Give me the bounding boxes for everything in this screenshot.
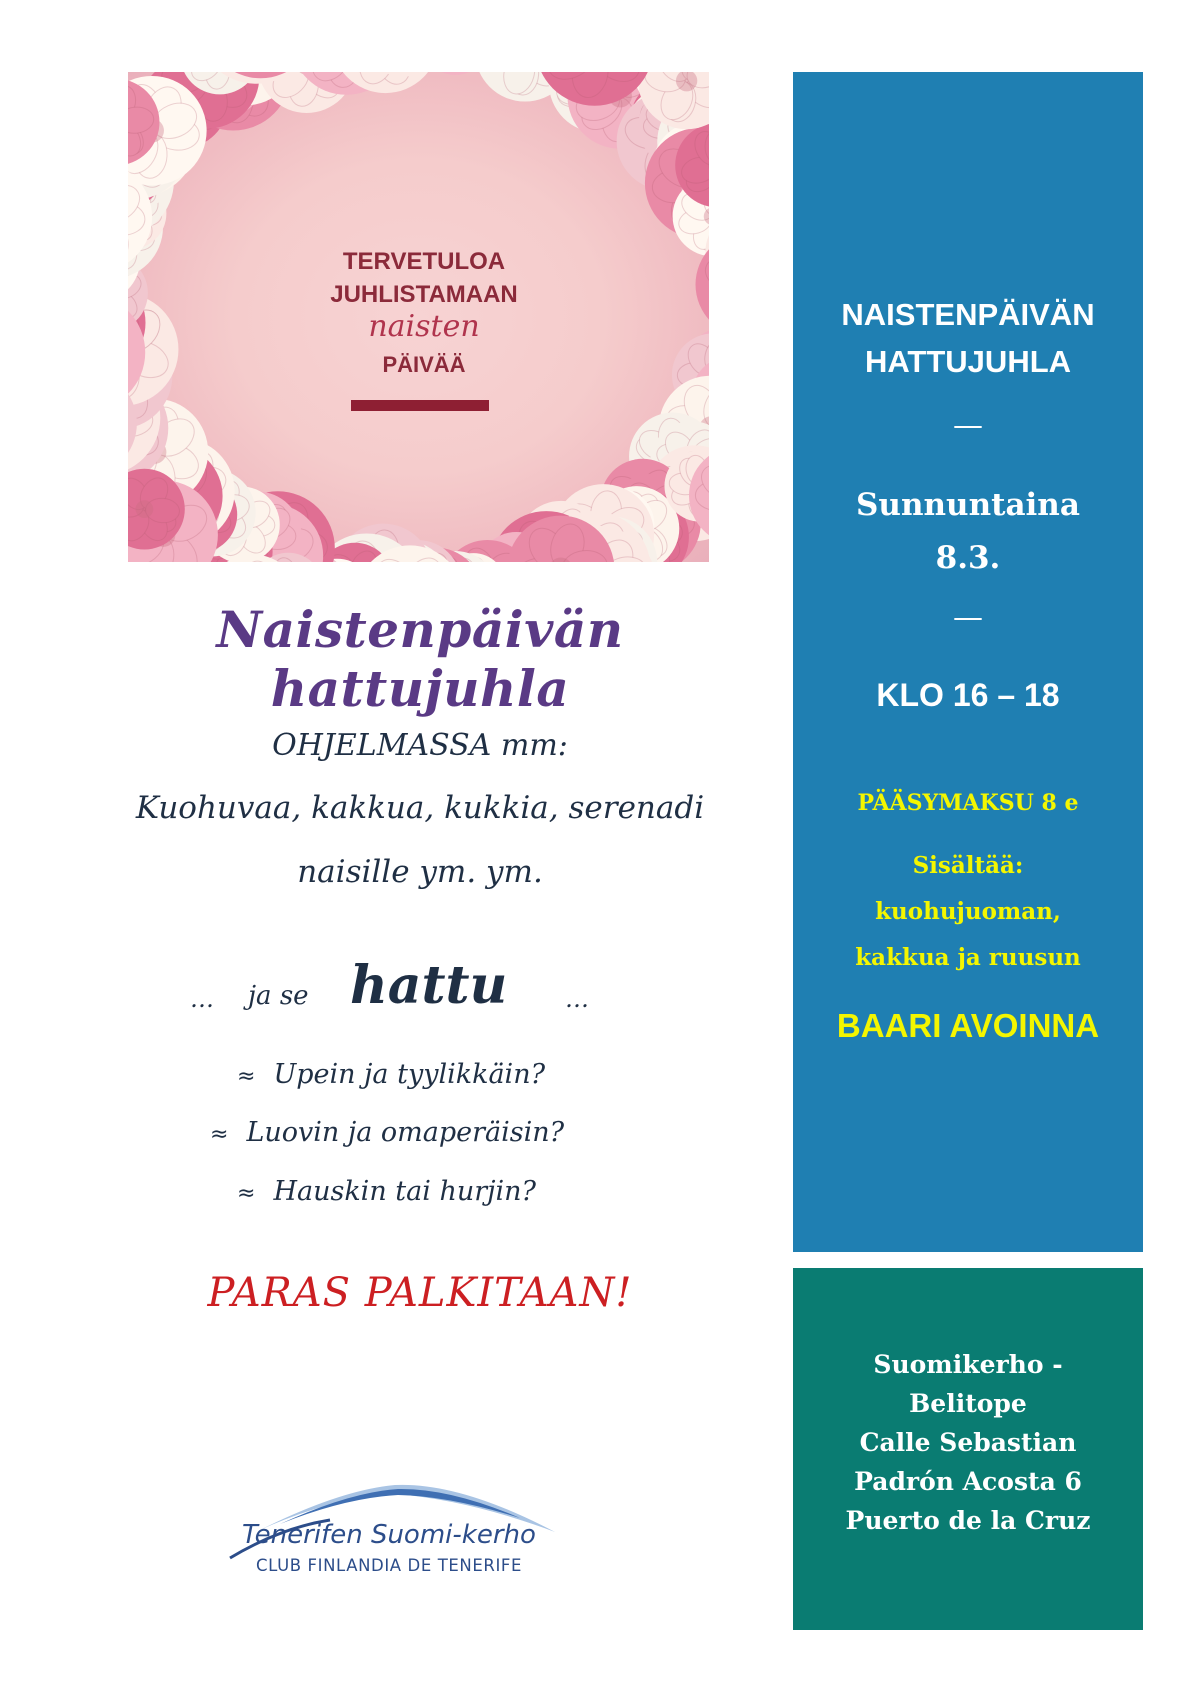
photo-text-day: PÄIVÄÄ (382, 352, 466, 377)
ellipsis-before: … (190, 985, 214, 1013)
approx-bullet-icon: ≈ (237, 1064, 256, 1089)
location-line-3: Calle Sebastian (859, 1428, 1077, 1457)
location-panel (793, 1268, 1143, 1630)
question-text: Upein ja tyylikkäin? (273, 1059, 546, 1090)
photo-decorative-bar (351, 400, 489, 411)
photo-text-celebrate: JUHLISTAMAAN (330, 281, 518, 308)
club-logo (220, 1480, 565, 1580)
location-line-1: Suomikerho - (873, 1350, 1063, 1379)
location-line-5: Puerto de la Cruz (845, 1506, 1091, 1535)
logo-club-subtitle: CLUB FINLANDIA DE TENERIFE (256, 1556, 523, 1575)
entry-fee: PÄÄSYMAKSU 8 e (857, 790, 1079, 816)
question-item (237, 1059, 545, 1090)
photo-text-women: naisten (368, 309, 480, 344)
prize-announcement: PARAS PALKITAAN! (207, 1270, 633, 1316)
hat-line (190, 955, 650, 1025)
includes-line-1: kuohujuoman, (875, 898, 1061, 925)
event-day: Sunnuntaina (856, 487, 1080, 523)
question-item (210, 1117, 564, 1148)
flower-photo (128, 72, 709, 562)
ellipsis-after: … (565, 985, 589, 1013)
hat-word: hattu (350, 955, 508, 1016)
event-title-line-2: HATTUJUHLA (864, 344, 1072, 379)
approx-bullet-icon: ≈ (237, 1181, 256, 1206)
photo-text-welcome: TERVETULOA (342, 248, 506, 275)
location-line-2: Belitope (909, 1389, 1027, 1418)
event-time: KLO 16 – 18 (876, 677, 1060, 713)
page-title: Naistenpäivän hattujuhla (216, 600, 624, 718)
question-item (237, 1176, 536, 1207)
program-line-1: Kuohuvaa, kakkua, kukkia, serenadi (135, 790, 705, 826)
separator: — (953, 600, 983, 635)
event-info-panel (793, 72, 1143, 1252)
program-heading: OHJELMASSA mm: (272, 728, 568, 763)
approx-bullet-icon: ≈ (210, 1122, 229, 1147)
program-line-2: naisille ym. ym. (297, 854, 543, 890)
question-text: Hauskin tai hurjin? (273, 1176, 537, 1207)
includes-label: Sisältää: (912, 852, 1024, 879)
question-text: Luovin ja omaperäisin? (246, 1117, 565, 1148)
separator: — (953, 408, 983, 443)
includes-line-2: kakkua ja ruusun (855, 944, 1081, 971)
logo-club-name: Tenerifen Suomi-kerho (242, 1520, 536, 1550)
bar-open-notice: BAARI AVOINNA (836, 1007, 1100, 1044)
event-date: 8.3. (935, 540, 1001, 576)
event-title-line-1: NAISTENPÄIVÄN (841, 297, 1095, 332)
location-line-4: Padrón Acosta 6 (854, 1467, 1082, 1496)
hat-prefix: ja se (248, 981, 309, 1011)
